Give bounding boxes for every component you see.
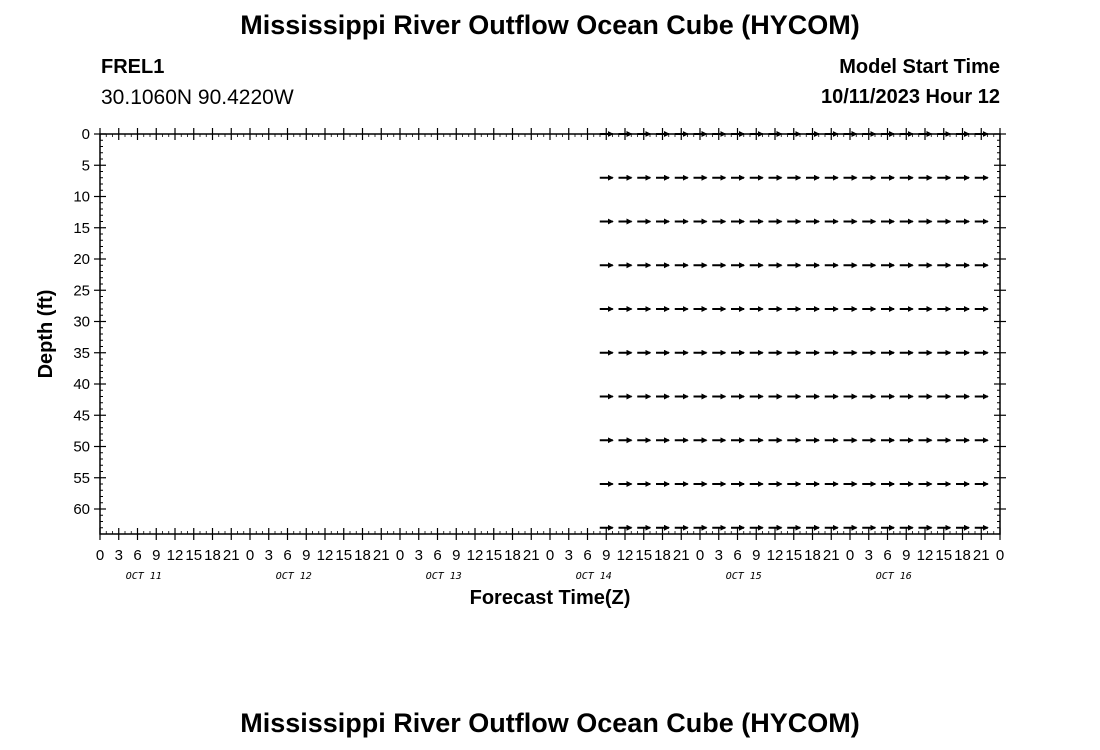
x-tick-label: 6 (133, 547, 142, 564)
x-tick-label: 21 (372, 547, 390, 564)
x-tick-label: 15 (785, 547, 803, 564)
x-tick-label: 21 (522, 547, 540, 564)
x-tick-label: 12 (916, 547, 934, 564)
y-tick-label: 20 (73, 251, 90, 268)
x-tick-label: 6 (433, 547, 442, 564)
y-tick-label: 30 (73, 313, 90, 331)
x-tick-label: 18 (504, 547, 521, 564)
x-tick-label: 15 (335, 547, 353, 564)
x-tick-label: 18 (354, 547, 371, 564)
x-tick-label: 0 (545, 547, 555, 564)
vector-field (600, 134, 988, 528)
x-tick-label: 12 (166, 547, 184, 564)
x-tick-label: 9 (302, 547, 311, 564)
x-tick-label: 12 (616, 547, 634, 564)
x-tick-label: 9 (902, 547, 911, 564)
x-tick-label: 0 (995, 547, 1005, 564)
x-tick-label: 3 (264, 547, 273, 564)
x-tick-label: 21 (972, 547, 990, 564)
day-label: OCT 11 (125, 571, 162, 582)
x-tick-label: 6 (883, 547, 892, 564)
y-tick-label: 5 (81, 157, 90, 175)
x-tick-label: 12 (466, 547, 484, 564)
x-tick-label: 3 (714, 547, 723, 564)
y-tick-label: 45 (73, 407, 90, 425)
x-axis-title: Forecast Time(Z) (469, 587, 631, 609)
plot-axes (35, 126, 1006, 609)
x-tick-label: 12 (316, 547, 334, 564)
x-tick-label: 0 (845, 547, 855, 564)
station-location: 30.1060N 90.4220W (101, 86, 294, 109)
x-tick-label: 3 (414, 547, 423, 564)
station-id: FREL1 (101, 56, 165, 78)
day-label: OCT 13 (425, 571, 462, 582)
x-tick-label: 9 (752, 547, 761, 564)
x-tick-label: 0 (95, 547, 105, 564)
x-tick-label: 0 (395, 547, 405, 564)
y-tick-label: 40 (73, 376, 90, 393)
x-tick-label: 18 (804, 547, 821, 564)
y-tick-label: 55 (73, 469, 90, 487)
day-label: OCT 15 (725, 571, 762, 582)
x-tick-label: 3 (864, 547, 873, 564)
y-tick-label: 10 (73, 188, 90, 206)
x-tick-label: 12 (766, 547, 784, 564)
x-tick-label: 18 (954, 547, 971, 564)
x-tick-label: 3 (114, 547, 123, 564)
x-tick-label: 15 (185, 547, 203, 564)
footer-title: Mississippi River Outflow Ocean Cube (HYCOM) (240, 708, 860, 738)
x-tick-label: 15 (485, 547, 503, 564)
y-tick-label: 60 (73, 501, 90, 518)
y-tick-label: 25 (73, 282, 90, 300)
day-label: OCT 16 (875, 571, 912, 582)
x-tick-label: 21 (672, 547, 690, 564)
day-label: OCT 14 (575, 571, 612, 582)
model-start-time: 10/11/2023 Hour 12 (820, 86, 1000, 108)
x-tick-label: 6 (733, 547, 742, 564)
x-tick-label: 21 (822, 547, 840, 564)
model-start-label: Model Start Time (839, 56, 1000, 78)
x-tick-label: 6 (583, 547, 592, 564)
y-tick-label: 50 (73, 438, 90, 456)
x-tick-label: 9 (452, 547, 461, 564)
x-tick-label: 6 (283, 547, 292, 564)
x-tick-label: 18 (204, 547, 221, 564)
y-tick-label: 15 (73, 219, 90, 237)
x-tick-label: 0 (695, 547, 705, 564)
x-tick-label: 0 (245, 547, 255, 564)
x-tick-label: 15 (635, 547, 653, 564)
x-tick-label: 9 (602, 547, 611, 564)
plot-frame (100, 134, 1000, 534)
y-tick-label: 0 (81, 126, 90, 143)
x-tick-label: 21 (222, 547, 240, 564)
x-tick-label: 9 (152, 547, 161, 564)
day-label: OCT 12 (275, 571, 312, 582)
y-axis-title: Depth (ft) (35, 289, 57, 379)
x-tick-label: 15 (935, 547, 953, 564)
x-tick-label: 3 (564, 547, 573, 564)
y-tick-label: 35 (73, 344, 90, 362)
chart-title: Mississippi River Outflow Ocean Cube (HYCOM) (240, 10, 860, 40)
x-tick-label: 18 (654, 547, 671, 564)
